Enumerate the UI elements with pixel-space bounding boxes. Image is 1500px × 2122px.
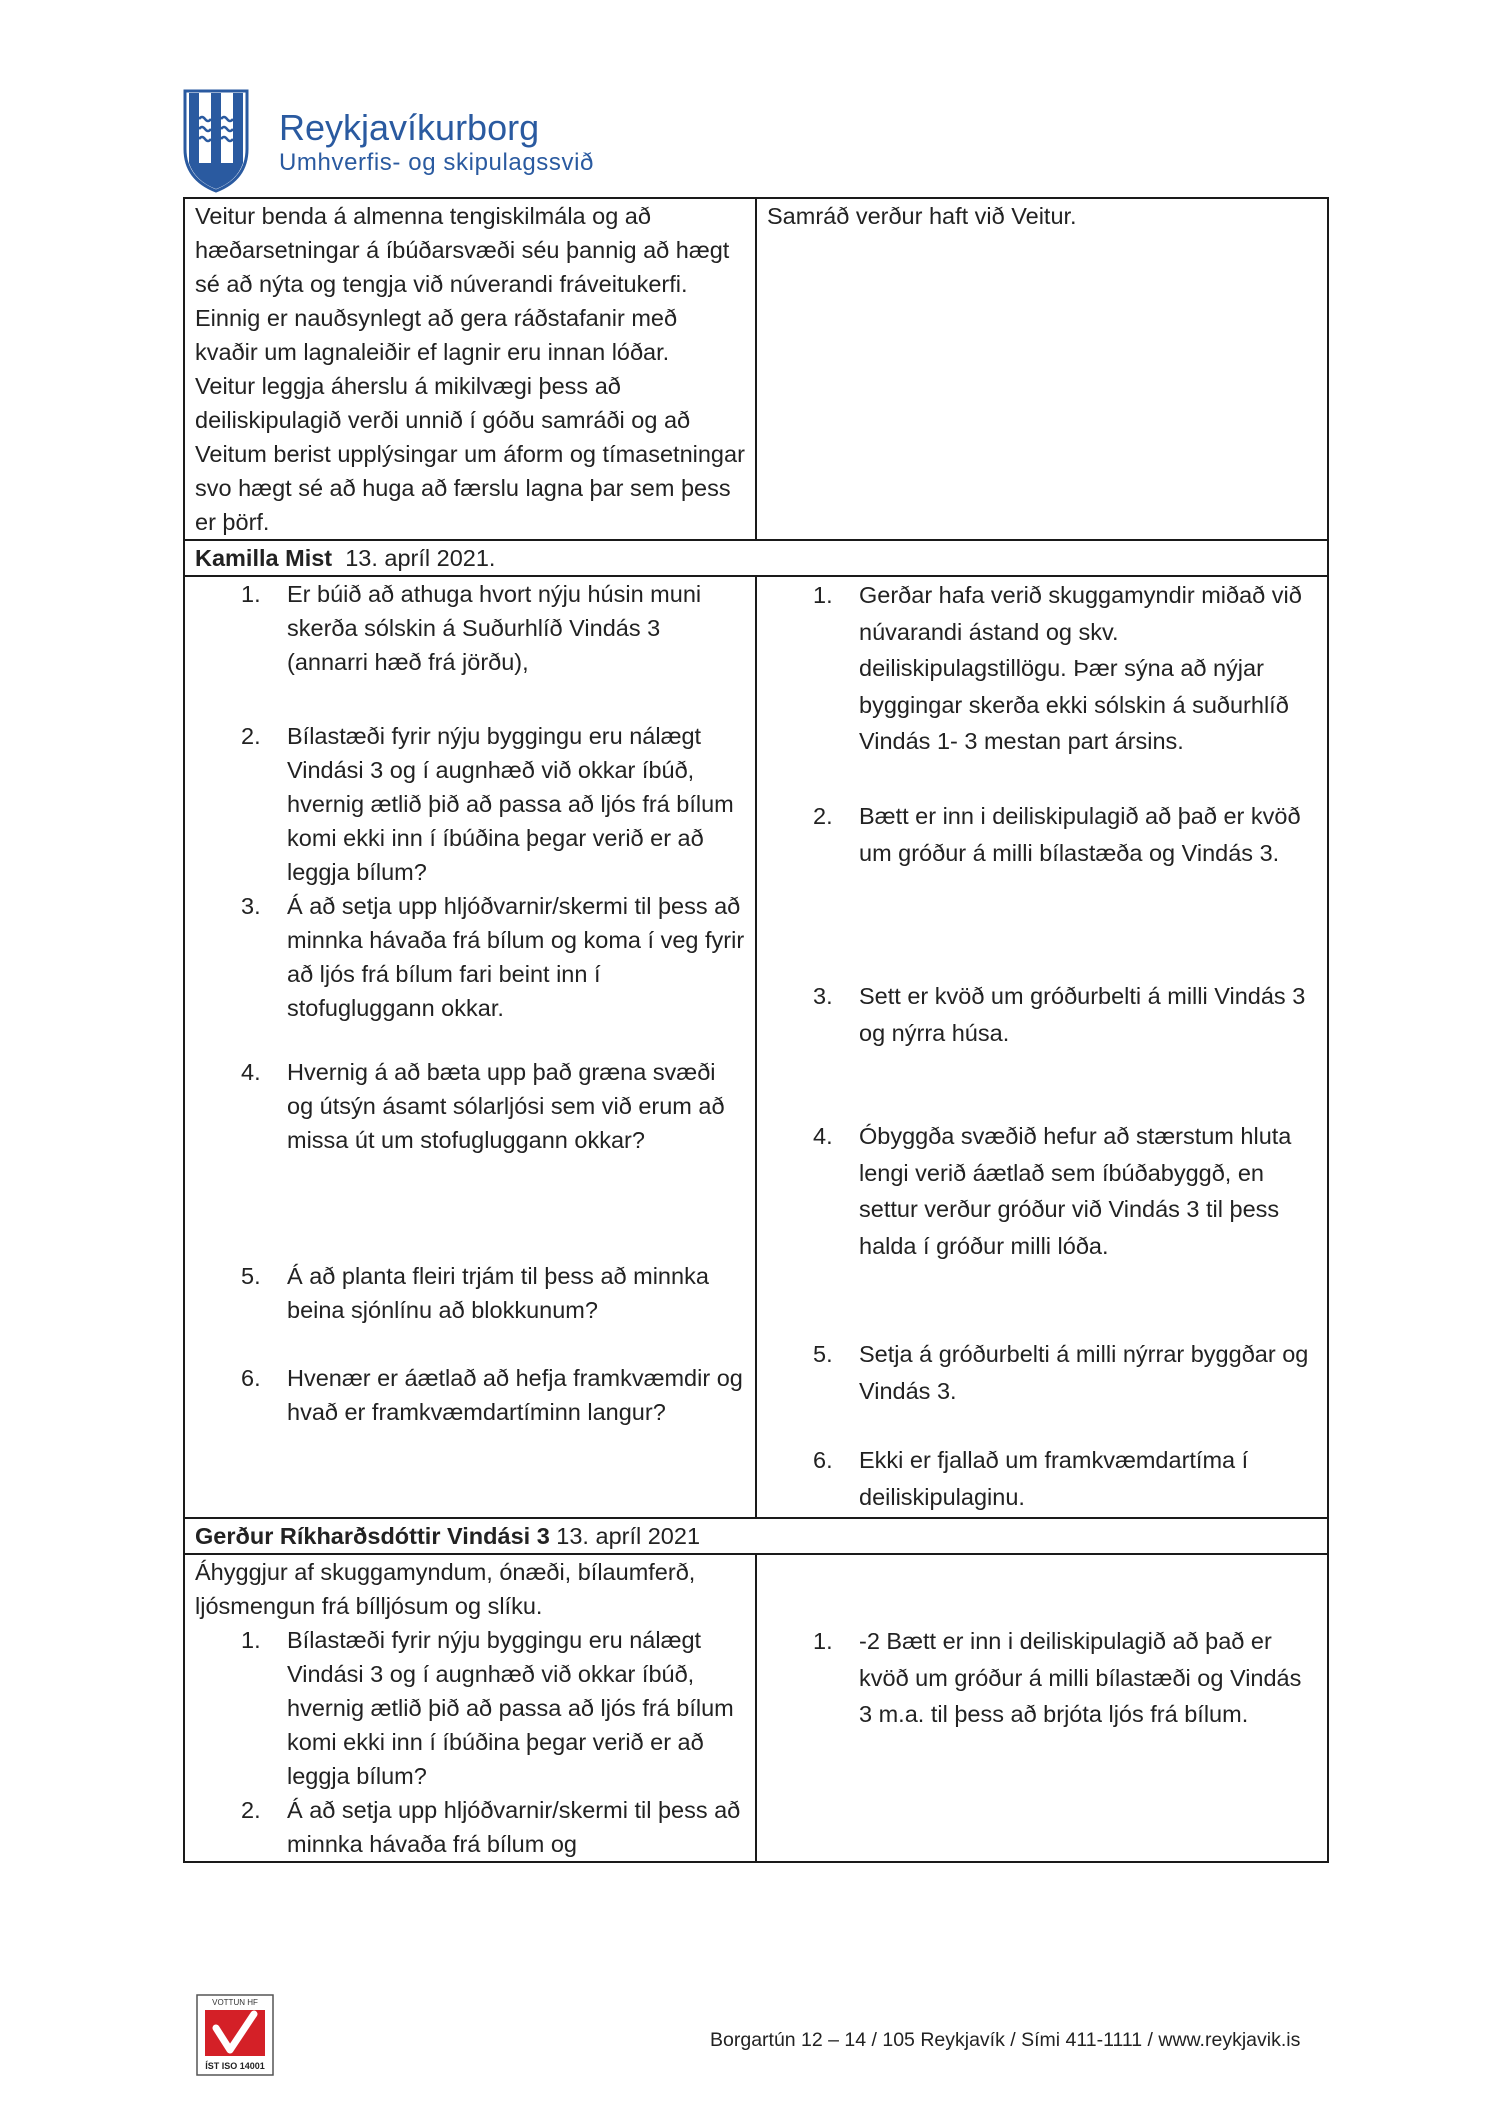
list-item: 1. -2 Bætt er inn i deiliskipulagið að það er kvöð um gróður á milli bílastæði og Vindás 3 m.a. til þess að brjóta ljós frá bílum. xyxy=(813,1628,1302,1727)
kamilla-header-cell xyxy=(184,540,1328,576)
iso-certification-logo xyxy=(196,1994,274,2076)
cert-top-text: VOTTUN HF xyxy=(212,1998,258,2007)
list-item: 6. Ekki er fjallað um framkvæmdartíma í deiliskipulaginu. xyxy=(813,1447,1249,1510)
list-item: 5. Á að planta fleiri trjám til þess að minnka beina sjónlínu að blokkunum? xyxy=(241,1263,709,1323)
gerdur-row xyxy=(184,1554,1328,1862)
veitur-row xyxy=(184,198,1328,540)
reykjavik-crest-logo xyxy=(183,89,249,193)
kamilla-questions-list xyxy=(195,577,745,1485)
list-item: 6. Hvenær er áætlað að hefja framkvæmdir og hvað er framkvæmdartíminn langur? xyxy=(241,1365,743,1425)
list-item: 2. Bætt er inn i deiliskipulagið að það er kvöð um gróður á milli bílastæða og Vindás 3. xyxy=(813,803,1301,866)
list-item: 5. Setja á gróðurbelti á milli nýrrar byggðar og Vindás 3. xyxy=(813,1341,1309,1404)
kamilla-header-row xyxy=(184,540,1328,576)
veitur-comment-p1: Veitur benda á almenna tengiskilmála og að hæðarsetningar á íbúðarsvæði séu þannig að hægt sé að nýta og tengja við núverandi fráveitukerfi. Einnig er nauðsynlegt að gera ráðstafanir með kvaðir um lagnaleiðir ef lagnir eru innan lóðar. xyxy=(195,203,730,365)
department-name: Umhverfis- og skipulagssvið xyxy=(279,149,594,176)
veitur-response-cell xyxy=(756,198,1328,540)
list-item: 3. Á að setja upp hljóðvarnir/skermi til þess að minnka hávaða frá bílum og koma í veg fyrir að ljós frá bílum fari beint inn í stofugluggann okkar. xyxy=(241,893,745,1021)
gerdur-answers-cell xyxy=(756,1554,1328,1862)
org-name: Reykjavíkurborg xyxy=(279,107,540,148)
gerdur-intro: Áhyggjur af skuggamyndum, ónæði, bílaumferð, ljósmengun frá bílljósum og slíku. xyxy=(195,1559,696,1619)
gerdur-header-cell xyxy=(184,1518,1328,1554)
list-item: 2. Bílastæði fyrir nýju byggingu eru nálægt Vindási 3 og í augnhæð við okkar íbúð, hvernig ætlið þið að passa að ljós frá bílum komi ekki inn í íbúðina þegar verið er að leggja bílum? xyxy=(241,723,734,885)
kamilla-answers-cell xyxy=(756,576,1328,1518)
gerdur-questions-cell xyxy=(184,1554,756,1862)
list-item: 2. Á að setja upp hljóðvarnir/skermi til þess að minnka hávaða frá bílum og xyxy=(241,1797,741,1857)
veitur-comment-p2: Veitur leggja áherslu á mikilvægi þess að deiliskipulagið verði unnið í góðu samráði og að Veitum berist upplýsingar um áform og tímasetningar svo hægt sé að huga að færslu lagna þar sem þess er þörf. xyxy=(195,373,745,535)
list-item: 4. Óbyggða svæðið hefur að stærstum hluta lengi verið áætlað sem íbúðabyggð, en settur verður gróður við Vindás 3 til þess halda í gróður milli lóða. xyxy=(813,1123,1292,1259)
kamilla-row xyxy=(184,576,1328,1518)
cert-bottom-text: ÍST ISO 14001 xyxy=(205,2061,265,2071)
gerdur-date: 13. apríl 2021 xyxy=(556,1523,701,1549)
list-item: 1. Er búið að athuga hvort nýju húsin muni skerða sólskin á Suðurhlíð Vindás 3 (annarri hæð frá jörðu), xyxy=(241,581,702,675)
kamilla-date: 13. apríl 2021. xyxy=(345,545,496,571)
gerdur-header-row xyxy=(184,1518,1328,1554)
kamilla-name: Kamilla Mist xyxy=(195,545,333,571)
veitur-comment-cell xyxy=(184,198,756,540)
list-item: 4. Hvernig á að bæta upp það græna svæði og útsýn ásamt sólarljósi sem við erum að missa út um stofugluggann okkar? xyxy=(241,1059,725,1153)
letterhead xyxy=(183,89,683,199)
comments-table xyxy=(183,197,1329,1863)
kamilla-answers-list xyxy=(767,577,1317,1517)
list-item: 3. Sett er kvöð um gróðurbelti á milli Vindás 3 og nýrra húsa. xyxy=(813,983,1306,1046)
gerdur-questions-list xyxy=(195,1623,745,1861)
kamilla-questions-cell xyxy=(184,576,756,1518)
list-item: 1. Gerðar hafa verið skuggamyndir miðað við núvarandi ástand og skv. deiliskipulagstillögu. Þær sýna að nýjar byggingar skerða ekki sólskin á suðurhlíð Vindás 1- 3 mestan part ársins. xyxy=(813,582,1302,754)
list-item: 1. Bílastæði fyrir nýju byggingu eru nálægt Vindási 3 og í augnhæð við okkar íbúð, hvernig ætlið þið að passa að ljós frá bílum komi ekki inn í íbúðina þegar verið er að leggja bílum? xyxy=(241,1627,734,1789)
gerdur-name: Gerður Ríkharðsdóttir Vindási 3 xyxy=(195,1523,550,1549)
veitur-response: Samráð verður haft við Veitur. xyxy=(767,203,1077,229)
footer-address: Borgartún 12 – 14 / 105 Reykjavík / Sími 411-1111 / www.reykjavik.is xyxy=(710,2029,1301,2051)
gerdur-answers-list xyxy=(767,1623,1317,1733)
